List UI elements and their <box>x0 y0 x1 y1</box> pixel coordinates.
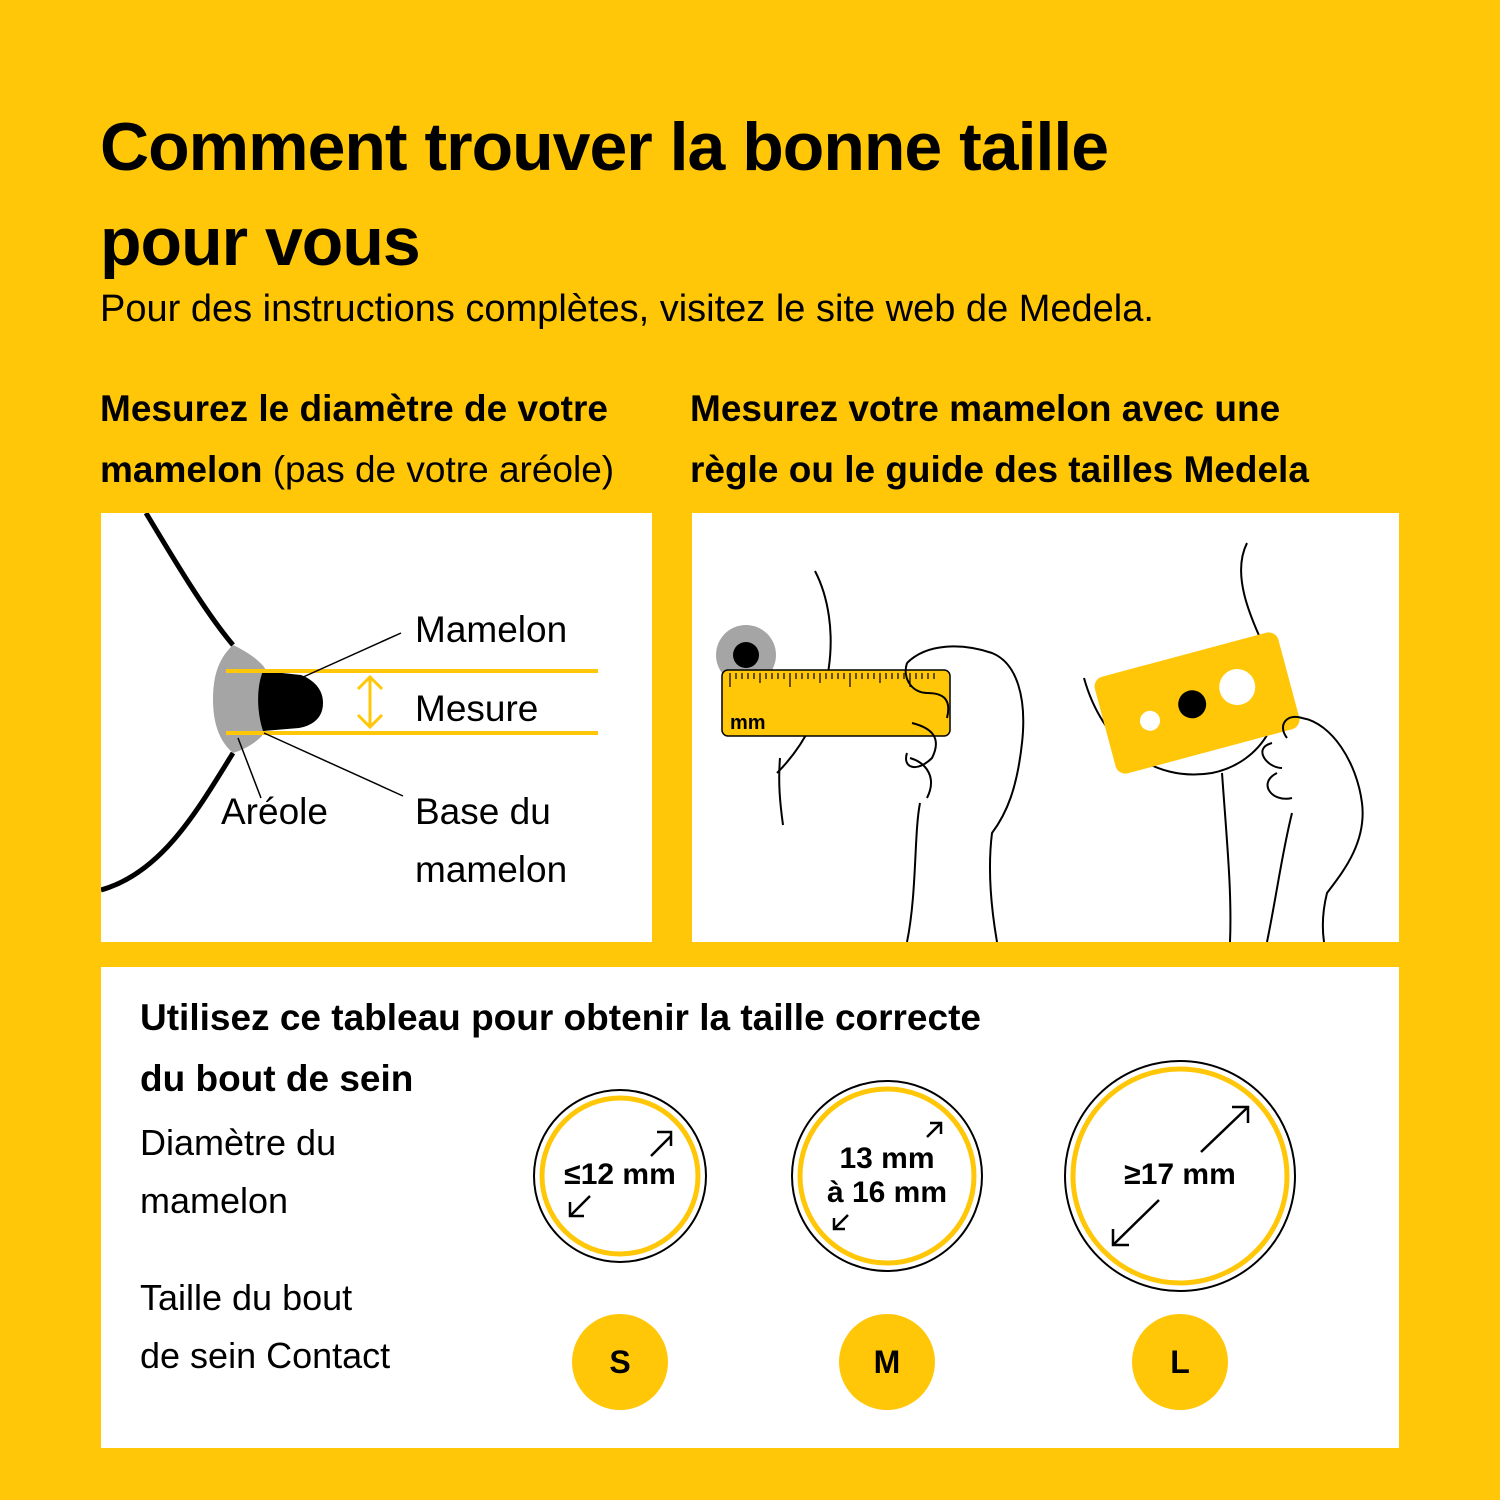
size-badge-m: M <box>839 1314 935 1410</box>
left-heading <box>100 378 680 500</box>
right-heading-line-1: Mesurez votre mamelon avec une <box>690 388 1281 429</box>
nipple-dot <box>733 642 759 668</box>
label-base-line-2: mamelon <box>415 849 568 890</box>
breast-outline-lower <box>101 753 233 890</box>
row2-line-2: de sein Contact <box>140 1335 391 1376</box>
diameter-medium-line-2: à 16 mm <box>826 1176 948 1209</box>
row1-line-1: Diamètre du <box>140 1122 337 1163</box>
row1-line-2: mamelon <box>140 1180 289 1221</box>
nipple-diagram-panel <box>101 513 652 942</box>
label-areola: Aréole <box>221 791 328 832</box>
right-heading <box>690 378 1390 500</box>
label-nipple-base <box>415 783 567 899</box>
left-heading-bold-1: Mesurez le diamètre de votre <box>100 388 608 429</box>
diameter-medium <box>807 1142 967 1210</box>
table-title-line-1: Utilisez ce tableau pour obtenir la taille correcte <box>140 997 981 1038</box>
sizing-table-panel <box>101 967 1399 1448</box>
diameter-medium-line-1: 13 mm <box>839 1142 935 1175</box>
areola-shape <box>213 645 266 753</box>
size-badge-l: L <box>1132 1314 1228 1410</box>
breast-outline <box>146 513 233 645</box>
label-measure: Mesure <box>415 688 539 729</box>
nipple-diagram-illustration <box>101 513 652 942</box>
title-line-2: pour vous <box>100 204 420 280</box>
page-title <box>100 100 1400 290</box>
ruler-unit-label: mm <box>730 712 766 734</box>
measuring-hands-illustration <box>692 513 1399 942</box>
title-line-1: Comment trouver la bonne taille <box>100 109 1109 185</box>
nipple-shape <box>258 671 323 731</box>
left-heading-bold-2: mamelon <box>100 449 263 490</box>
left-heading-normal: (pas de votre aréole) <box>272 449 615 490</box>
right-heading-line-2: règle ou le guide des tailles Medela <box>690 449 1309 490</box>
diameter-large: ≥17 mm <box>1124 1158 1236 1191</box>
row2-line-1: Taille du bout <box>140 1277 353 1318</box>
size-badge-s: S <box>572 1314 668 1410</box>
measuring-illustration-panel <box>692 513 1399 942</box>
diameter-small: ≤12 mm <box>564 1158 676 1191</box>
subtitle: Pour des instructions complètes, visitez le site web de Medela. <box>100 288 1154 330</box>
label-base-line-1: Base du <box>415 791 551 832</box>
label-nipple: Mamelon <box>415 609 568 650</box>
right-hand <box>1262 717 1362 942</box>
table-title-line-2: du bout de sein <box>140 1058 414 1099</box>
